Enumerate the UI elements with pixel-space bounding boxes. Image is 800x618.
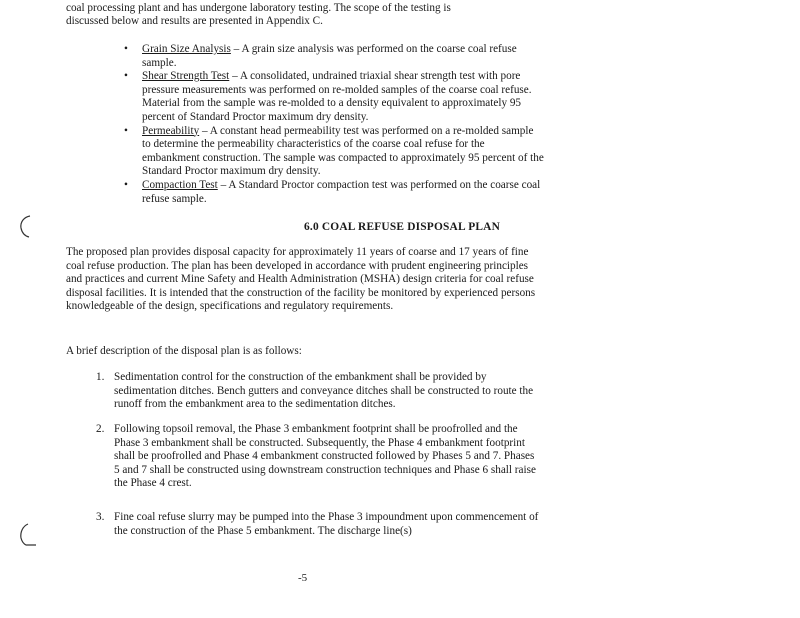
intro-line: discussed below and results are presented in Appendix C. xyxy=(66,15,323,28)
step-list xyxy=(96,511,542,538)
list-item xyxy=(96,423,542,491)
step-number: 2. xyxy=(96,423,105,435)
list-item xyxy=(96,511,542,538)
bullet-icon: • xyxy=(124,124,128,137)
test-term: Grain Size Analysis xyxy=(142,43,231,55)
disposal-plan-paragraph: The proposed plan provides disposal capacity for approximately 11 years of coarse and 17 years of fine coal refuse production. The plan has been developed in accordance with prudent engineering principles and practices and current Mine Safety and Health Administration (MSHA) design criteria for coal refuse disposal facilities. It is intended that the construction of the facility be monitored by experienced persons knowledgeable of the design, specifications and regulatory requirements. xyxy=(66,246,536,313)
list-item xyxy=(124,43,544,70)
intro-paragraph xyxy=(66,0,536,29)
step-text: Sedimentation control for the construction of the embankment shall be provided by sedimentation ditches. Bench gutters and conveyance ditches shall be constructed to route the runoff from the embankment area to the sedimentation ditches. xyxy=(114,371,534,411)
bullet-icon: • xyxy=(124,43,128,55)
test-description: – A grain size analysis was performed on the coarse coal refuse sample. xyxy=(142,43,517,69)
test-term: Compaction Test xyxy=(142,178,218,191)
page-number: -5 xyxy=(298,572,308,584)
test-description: – A Standard Proctor compaction test was performed on the coarse coal refuse sample. xyxy=(142,178,541,205)
punch-hole-mark xyxy=(16,522,38,548)
test-term: Permeability xyxy=(142,124,200,137)
section-heading xyxy=(0,221,800,233)
description-intro: A brief description of the disposal plan is as follows: xyxy=(66,345,302,357)
step-text: Following topsoil removal, the Phase 3 embankment footprint shall be proofrolled and the Phase 3 embankment shall be constructed. Subsequently, the Phase 4 embankment footprint shall be proofrolled and Phase 4 embankment constructed followed by Phases 5 and 7. Phases 5 and 7 shall be constructed using downstream construction techniques and Phase 6 shall raise the Phase 4 crest. xyxy=(114,423,536,490)
test-description: – A constant head permeability test was performed on a re-molded sample to determine the permeability characteristics of the coarse coal refuse for the embankment construction. The sample was compacted to approximately 95 percent of the Standard Proctor maximum dry density. xyxy=(142,124,544,178)
list-item xyxy=(124,70,544,124)
step-number: 1. xyxy=(96,371,105,383)
test-description: – A consolidated, undrained triaxial shear strength test with pore pressure measurements was performed on re-molded samples of the coarse coal refuse. Material from the sample was re-molded to a density equivalent to approximately 95 percent of Standard Proctor maximum dry density. xyxy=(142,70,532,123)
section-heading-text: 6.0 COAL REFUSE DISPOSAL PLAN xyxy=(304,221,500,233)
step-list xyxy=(96,423,542,491)
intro-line: coal processing plant and has undergone laboratory testing. The scope of the testing is xyxy=(66,1,451,14)
list-item xyxy=(96,371,542,412)
step-text: Fine coal refuse slurry may be pumped into the Phase 3 impoundment upon commencement of the construction of the Phase 5 embankment. The discharge line(s) xyxy=(114,511,539,537)
test-term: Shear Strength Test xyxy=(142,70,230,83)
list-item xyxy=(124,125,544,179)
step-number: 3. xyxy=(96,511,105,523)
list-item xyxy=(124,179,544,206)
step-list xyxy=(96,371,542,412)
bullet-icon: • xyxy=(124,70,128,83)
bullet-icon: • xyxy=(124,178,128,191)
test-list xyxy=(124,43,544,206)
